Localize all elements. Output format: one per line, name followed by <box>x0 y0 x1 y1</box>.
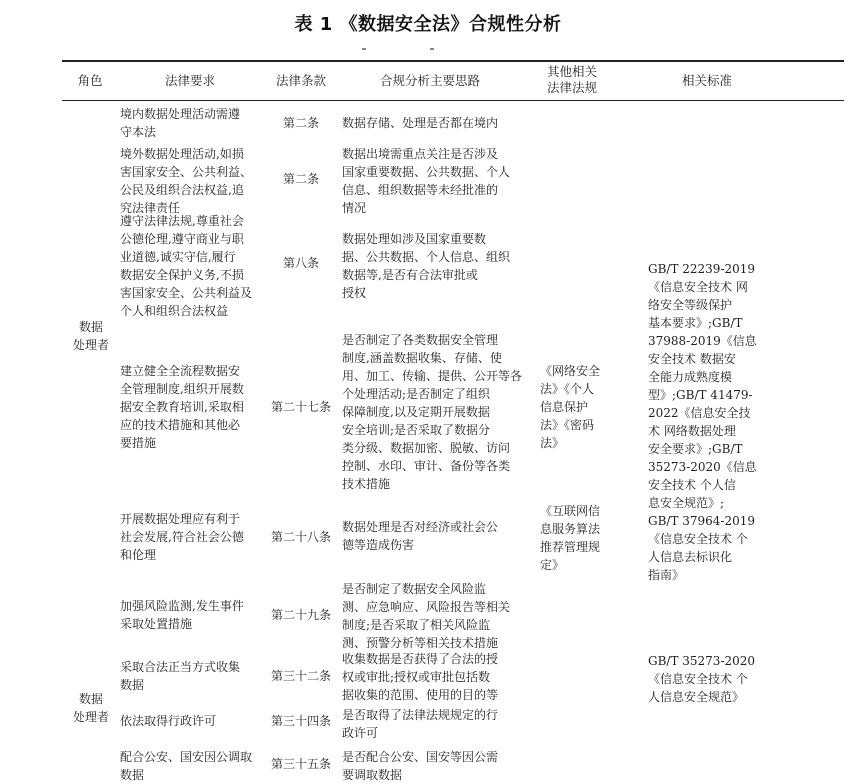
requirement-cell: 境外数据处理活动,如损 害国家安全、公共利益、 公民及组织合法权益,追 究法律责任 <box>120 147 253 215</box>
header-article: 法律条款 <box>275 73 326 88</box>
requirement-cell: 境内数据处理活动需遵 守本法 <box>120 107 241 139</box>
standards-cell: GB/T 35273-2020 《信息安全技术 个 人信息安全规范》 <box>648 654 756 704</box>
requirement-cell: 依法取得行政许可 <box>120 714 217 728</box>
requirement-cell: 建立健全全流程数据安 全管理制度,组织开展数 据安全教育培训,采取相 应的技术措施和其他必 要措施 <box>120 364 244 450</box>
article-cell: 第二十八条 <box>270 530 331 544</box>
article-cell: 第三十四条 <box>270 714 331 728</box>
approach-cell: 数据出境需重点关注是否涉及 国家重要数据、公共数据、个人 信息、组织数据等未经批准的 情况 <box>342 147 511 215</box>
article-cell: 第三十二条 <box>270 669 331 683</box>
header-requirement: 法律要求 <box>164 73 215 88</box>
table-title: 表 1 《数据安全法》合规性分析 <box>294 14 562 35</box>
title-mark-left <box>362 48 366 50</box>
standards-cell: GB/T 22239-2019 《信息安全技术 网 络安全等级保护 基本要求》;GB/T 37988-2019《信息 安全技术 数据安 全能力成熟度模 型》;GB/T 41479- 2022《信息安全技 术 网络数据处理 安全要求》;GB/T 35273-2020《信息 安全技术 个人信 息安全规范》; GB/T 37964-2019 《信息安全技术 个 人信息去标识化 指南》 <box>648 262 757 582</box>
other-laws-cell: 《网络安全 法》《个人 信息保护 法》《密码 法》 <box>540 364 601 450</box>
table-header-rule <box>62 100 844 101</box>
role-cell: 数据 处理者 <box>72 320 109 352</box>
article-cell: 第二十九条 <box>270 608 331 622</box>
header-role: 角色 <box>77 73 103 88</box>
approach-cell: 数据存储、处理是否都在境内 <box>342 116 499 130</box>
article-cell: 第八条 <box>282 256 319 270</box>
approach-cell: 是否取得了法律法规规定的行 政许可 <box>342 708 499 740</box>
requirement-cell: 采取合法正当方式收集 数据 <box>120 660 241 692</box>
approach-cell: 收集数据是否获得了合法的授 权或审批;授权或审批包括数 据收集的范围、使用的目的等 <box>342 652 499 702</box>
table-top-rule <box>62 60 844 62</box>
article-cell: 第二条 <box>282 116 319 130</box>
requirement-cell: 开展数据处理应有利于 社会发展,符合社会公德 和伦理 <box>120 512 244 562</box>
approach-cell: 是否配合公安、国安等因公需 要调取数据 <box>342 750 499 782</box>
approach-cell: 数据处理是否对经济或社会公 德等造成伤害 <box>342 520 499 552</box>
role-cell: 数据 处理者 <box>72 692 109 724</box>
approach-cell: 是否制定了数据安全风险监 测、应急响应、风险报告等相关 制度;是否采取了相关风险监 测、预警分析等相关技术措施 <box>342 582 511 650</box>
other-laws-cell: 《互联网信 息服务算法 推荐管理规 定》 <box>540 504 601 572</box>
requirement-cell: 加强风险监测,发生事件 采取处置措施 <box>120 599 244 631</box>
approach-cell: 是否制定了各类数据安全管理 制度,涵盖数据收集、存储、使 用、加工、传输、提供、公开等各 个处理活动;是否制定了组织 保障制度,以及定期开展数据 安全培训;是否采取了数据分 类分级、数据加密、脱敏、访问 控制、水印、审计、备份等各类 技术措施 <box>342 333 523 491</box>
approach-cell: 数据处理如涉及国家重要数 据、公共数据、个人信息、组织 数据等,是否有合法审批或 授权 <box>342 232 511 300</box>
article-cell: 第三十五条 <box>270 757 331 771</box>
header-approach: 合规分析主要思路 <box>379 73 480 88</box>
header-other-laws: 其他相关 法律法规 <box>546 64 597 95</box>
requirement-cell: 配合公安、国安因公调取 数据 <box>120 750 253 782</box>
article-cell: 第二条 <box>282 172 319 186</box>
title-mark-right <box>430 48 434 50</box>
article-cell: 第二十七条 <box>270 400 331 414</box>
header-standards: 相关标准 <box>681 73 732 88</box>
requirement-cell: 遵守法律法规,尊重社会 公德伦理,遵守商业与职 业道德,诚实守信,履行 数据安全保护义务,不损 害国家安全、公共利益及 个人和组织合法权益 <box>120 214 253 318</box>
